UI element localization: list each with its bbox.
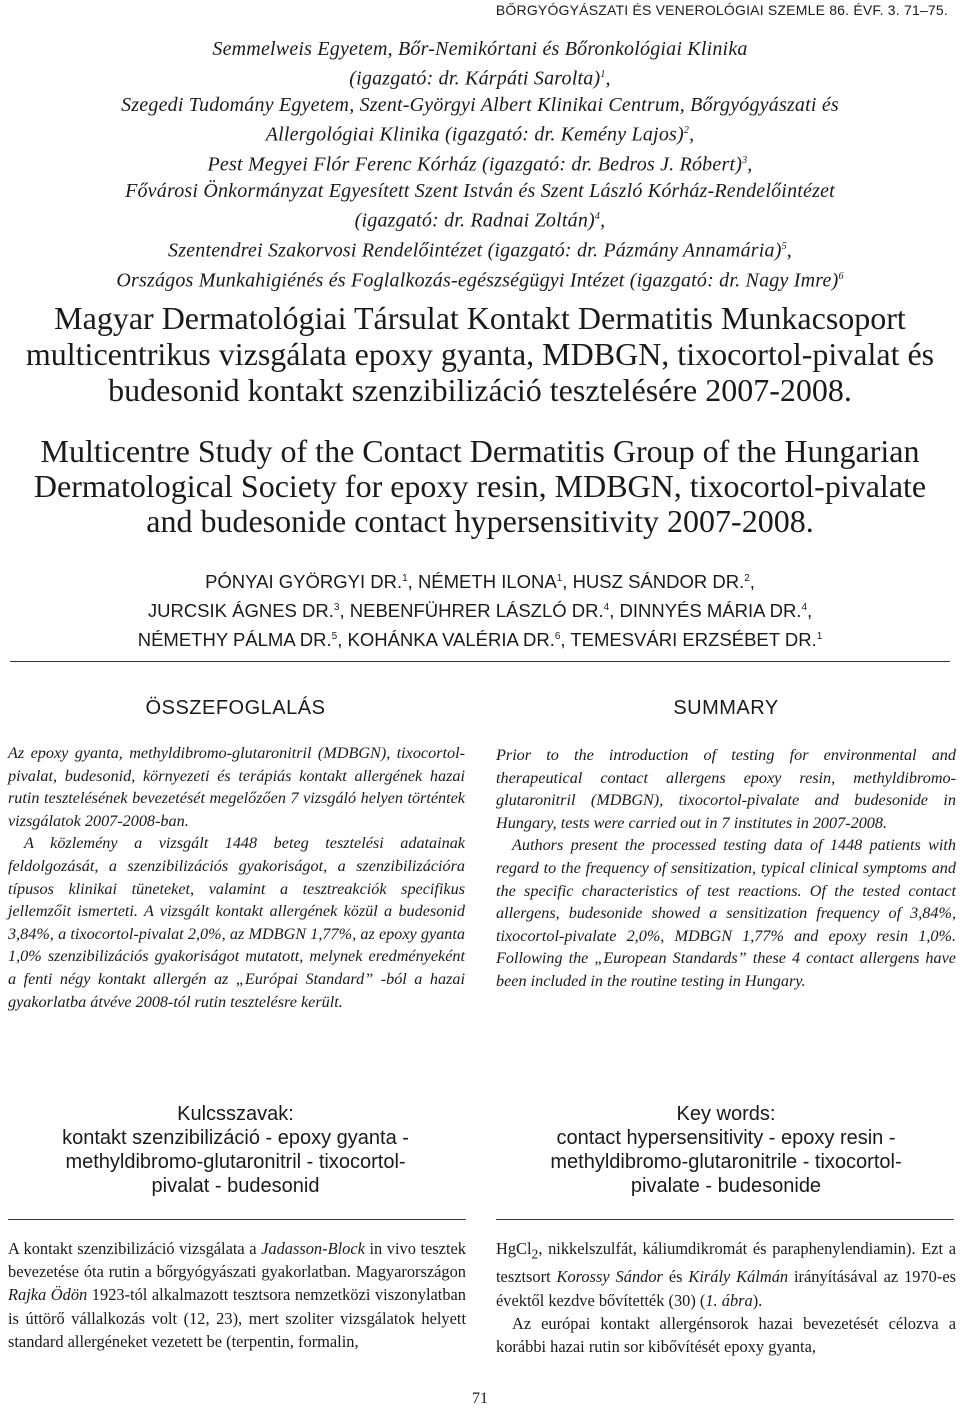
author-line [0,624,960,653]
author-affiliation-number: 4 [603,602,610,614]
affiliation-text: Szegedi Tudomány Egyetem, Szent-Györgyi Albert Klinikai Centrum, Bőrgyógyászati és [121,94,839,117]
italic-name: Jadasson-Block [261,1239,365,1258]
body-run: 1923-tól alkalmazott tesztsora nemzetközi viszonylatban is úttörő vállalkozás volt (12, 23), mert szoliter vizsgálatok helyett standard allergéneket vezetett be (terpentin, formalin, [8,1285,466,1351]
summary-paragraph: A közlemény a vizsgált 1448 beteg tesztelési adatainak feldolgozását, a szenzibilizációs gyakoriságot, a szenzibilizációra típusos klinikai tüneteket, valamint a tesztreakciók specifikus jellemzőit ismerteti. A vizsgált kontakt allergének közül a budesonid 3,84%, a tixocortol-pivalat 2,0%, az MDBGN 1,77%, az epoxy gyanta 1,0% szenzibilizációs gyakoriságot mutatott, melynek eredményeként a fenti négy kontakt allergén az „Európai Standard” -ból a hazai gyakorlatba átvéve 2008-tól rutin tesztelésre került. [8,834,465,1011]
italic-name: 1. ábra [705,1290,753,1310]
affiliation-line [0,264,960,294]
keywords-line: pivalat - budesonid [151,1175,320,1197]
author-affiliation-number: 1 [402,573,408,584]
body-run: A kontakt szenzibilizáció vizsgálata a [8,1239,262,1258]
keywords-hu [8,1102,463,1198]
keywords-line: methyldibromo-glutaronitril - tixocortol- [65,1151,406,1173]
affiliation-number: 4 [594,211,601,223]
author-affiliation-number: 1 [816,631,823,643]
affiliation-number: 5 [781,241,787,253]
author-name: NEBENFÜHRER LÁSZLÓ DR. [349,600,604,622]
author-affiliation-number: 3 [333,602,340,614]
italic-name: Rajka Ödön [8,1285,88,1305]
affiliation-line [0,204,960,234]
author-separator: , [807,600,813,622]
keywords-en [496,1102,956,1198]
body-paragraph [8,1237,466,1353]
keywords-line: methyldibromo-glutaronitrile - tixocortol- [550,1151,902,1173]
body-run: ). [752,1290,763,1310]
summary-en-heading: SUMMARY [673,697,779,719]
body-run: , nikkelszulfát, káliumdikromát és paraphenylendiamin). Ezt a tesztsort [496,1239,956,1287]
summary-paragraph: Authors present the processed testing data of 1448 patients with regard to the frequency of sensitization, typical clinical symptoms and the specific characteristics of test reactions. Of the tested contact allergens, budesonide showed a sensitization frequency of 3,84%, tixocortol-pivalate 2,0%, MDBGN 1,77% and epoxy resin 1,0%. Following the „European Standards” these 4 contact allergens have been included in the routine testing in Hungary. [496,836,956,990]
summary-hu-text [8,742,465,1013]
affiliation-text: (igazgató: dr. Kárpáti Sarolta) [349,67,601,90]
affiliations [0,36,960,294]
right-column-divider [496,1219,954,1220]
author-name: TEMESVÁRI ERZSÉBET DR. [570,629,817,651]
affiliation-number: 1 [600,69,606,81]
author-list [0,566,960,653]
author-line [0,595,960,624]
body-paragraph [496,1237,956,1312]
affiliation-number: 6 [838,270,844,282]
author-separator: , [339,600,350,622]
italic-name: Király Kálmán [688,1267,789,1287]
author-name: NÉMETHY PÁLMA DR. [137,629,332,651]
affiliation-punct: , [689,123,695,146]
body-run: HgCl [496,1239,532,1258]
italic-name: Korossy Sándor [556,1267,663,1287]
affiliation-text: Pest Megyei Flór Ferenc Kórház (igazgató: dr. Bedros J. Róbert) [207,153,743,176]
affiliation-line [0,118,960,148]
author-separator: , [337,629,348,651]
article-title-hungarian [0,300,960,408]
body-run: Az európai kontakt allergénsorok hazai bevezetését célozva a korábbi hazai rutin sor kibővítését epoxy gyanta, [496,1313,956,1357]
title-line: and budesonide contact hypersensitivity 2007-2008. [146,503,814,539]
affiliation-text: (igazgató: dr. Radnai Zoltán) [354,209,595,232]
section-divider [10,661,950,662]
title-line: Multicentre Study of the Contact Dermatitis Group of the Hungarian [40,433,920,469]
chemical-subscript: 2 [531,1246,539,1262]
author-separator: , [609,600,620,622]
keywords-line: pivalate - budesonide [630,1175,822,1197]
affiliation-punct: , [747,153,753,176]
body-text-left [8,1237,466,1353]
affiliation-line [0,234,960,264]
affiliation-text: Országos Munkahigiénés és Foglalkozás-egészségügyi Intézet (igazgató: dr. Nagy Imre) [116,269,839,292]
affiliation-line [0,62,960,92]
author-separator: , [407,571,418,593]
summary-hu-heading: ÖSSZEFOGLALÁS [145,697,326,719]
keywords-heading: Kulcsszavak: [177,1103,294,1125]
journal-header: BŐRGYÓGYÁSZATI ÉS VENEROLÓGIAI SZEMLE 86. ÉVF. 3. 71–75. [495,2,948,18]
keywords-line: kontakt szenzibilizáció - epoxy gyanta - [62,1127,409,1149]
title-line: budesonid kontakt szenzibilizáció tesztelésére 2007-2008. [108,372,852,408]
affiliation-punct: , [605,67,611,90]
title-line: Dermatological Society for epoxy resin, MDBGN, tixocortol-pivalate [33,468,927,504]
affiliation-text: Semmelweis Egyetem, Bőr-Nemikórtani és Bőronkológiai Klinika [212,38,748,60]
author-line [0,566,960,595]
summary-en-text [496,744,956,993]
author-name: PÓNYAI GYÖRGYI DR. [205,571,403,593]
author-affiliation-number: 4 [801,602,808,614]
body-run: in vivo tesztek bevezetése óta rutin a bőrgyógyászati gyakorlatban. Magyarországon [8,1239,466,1282]
author-name: JURCSIK ÁGNES DR. [147,600,334,622]
affiliation-punct: , [600,209,606,232]
author-separator: , [749,571,755,593]
body-run: irányításával az 1970-es évektől kezdve bővítették (30) ( [496,1267,956,1310]
article-title-english [0,434,960,539]
keywords-heading: Key words: [676,1103,776,1125]
author-affiliation-number: 5 [331,631,338,643]
affiliation-line [0,148,960,178]
body-text-right [496,1237,956,1358]
author-separator: , [562,571,573,593]
affiliation-line [0,92,960,118]
author-name: HUSZ SÁNDOR DR. [572,571,745,593]
affiliation-text: Allergológiai Klinika (igazgató: dr. Kemény Lajos) [265,123,684,146]
affiliation-number: 2 [683,125,690,137]
body-run: és [662,1267,689,1287]
left-column-divider [8,1219,466,1220]
author-name: KOHÁNKA VALÉRIA DR. [347,629,555,651]
affiliation-number: 3 [742,155,748,167]
affiliation-text: Szentendrei Szakorvosi Rendelőintézet (igazgató: dr. Pázmány Annamária) [168,239,782,262]
author-name: NÉMETH ILONA [417,571,557,593]
keywords-line: contact hypersensitivity - epoxy resin - [556,1127,896,1149]
affiliation-punct: , [786,239,792,262]
summary-paragraph: Prior to the introduction of testing for environmental and therapeutical contact allergens epoxy resin, methyldibromo-glutaronitril (MDBGN), tixocortol-pivalate and budesonide in Hungary, tests were carried out in 7 institutes in 2007-2008. [496,746,956,832]
affiliation-text: Fővárosi Önkormányzat Egyesített Szent István és Szent László Kórház-Rendelőintézet [125,179,835,202]
author-affiliation-number: 1 [556,573,563,584]
affiliation-line [0,178,960,204]
author-name: DINNYÉS MÁRIA DR. [619,600,802,622]
body-paragraph [496,1312,956,1358]
author-separator: , [560,629,571,651]
title-line: Magyar Dermatológiai Társulat Kontakt Dermatitis Munkacsoport [54,300,906,336]
title-line: multicentrikus vizsgálata epoxy gyanta, MDBGN, tixocortol-pivalat és [25,336,935,372]
author-affiliation-number: 2 [744,573,750,584]
summary-paragraph: Az epoxy gyanta, methyldibromo-glutaronitril (MDBGN), tixocortol-pivalat, budesonid, környezeti és terápiás kontakt allergének hazai rutin tesztelésének bevezetését megelőzően 7 vizsgáló helyen történtek vizsgálatok 2007-2008-ban. [8,744,465,830]
author-affiliation-number: 6 [554,631,561,643]
affiliation-line [0,36,960,62]
page-number: 71 [472,1390,488,1407]
